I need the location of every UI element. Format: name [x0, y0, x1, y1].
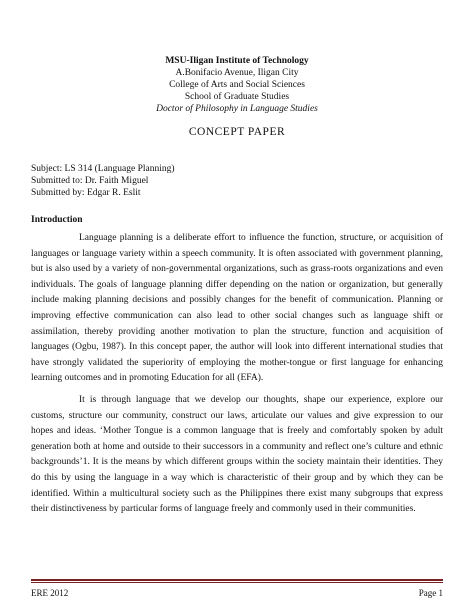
institution-name: MSU-Iligan Institute of Technology [165, 56, 309, 66]
footer-rule [31, 579, 443, 581]
page-number: Page 1 [418, 588, 443, 598]
paragraph-2: It is through language that we develop our thoughts, shape our experience, explore our customs, structure our community, construct our laws, articulate our values and give expression to our hopes and ideas. ‘Mother Tongue is a common language that is freely and comfortably spoken by adult generation both at home and outside to their successors in a community and reflect one’s culture and ethnic backgrounds’1. It is the means by which different groups within the society maintain their identities. They do this by using the language in a way which is characteristic of their group and by which they can be identified. Within a multicultural society such as the Philippines there exist many subgroups that express their distinctiveness by particular forms of language freely and commonly used in their communities. [31, 394, 443, 515]
subject-line: Subject: LS 314 (Language Planning) [31, 164, 175, 174]
institution-address: A.Bonifacio Avenue, Iligan City [175, 68, 299, 78]
submission-info [31, 163, 175, 199]
document-header [0, 55, 474, 115]
paragraph-1: Language planning is a deliberate effort to influence the function, structure, or acquisition of languages or language variety within a speech community. It is often associated with government planning, but is also used by a variety of non-governmental organizations, such as grass-roots organizations and even individuals. The goals of language planning differ depending on the nation or organization, but generally include making planning decisions and possibly changes for the benefit of communication. Planning or improving effective communication can also lead to other social changes such as language shift or assimilation, thereby providing another motivation to plan the structure, function and acquisition of languages (Ogbu, 1987). In this concept paper, the author will look into different international studies that have strongly validated the superiority of employing the mother-tongue or first language for enhancing learning outcomes and in promoting Education for all (EFA). [31, 233, 443, 384]
footer-left-text: ERE 2012 [31, 588, 69, 598]
footer-rule-thin [31, 582, 443, 583]
section-heading: Introduction [31, 215, 83, 225]
degree-program: Doctor of Philosophy in Language Studies [156, 104, 318, 114]
submitted-by-line: Submitted by: Edgar R. Eslit [31, 188, 141, 198]
school-name: School of Graduate Studies [184, 92, 290, 102]
submitted-to-line: Submitted to: Dr. Faith Miguel [31, 176, 149, 186]
college-name: College of Arts and Social Sciences [169, 80, 305, 90]
body-text [31, 231, 443, 518]
document-title: CONCEPT PAPER [188, 126, 286, 138]
